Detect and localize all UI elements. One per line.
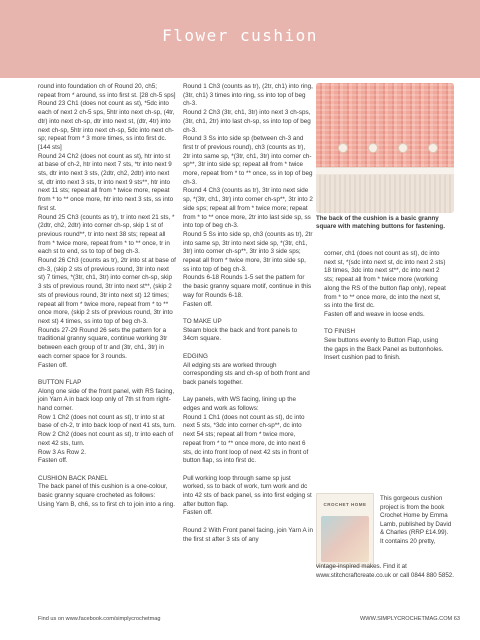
- button-icon: [368, 143, 378, 153]
- pattern-column-1: round into foundation ch of Round 20, ch5; repeat from * around, ss into first st. [28 ch-5 sps] Round 23 Ch1 (does not count as st), *5dc into each of next 2 ch-5 sps, 5htr into next ch-sp, (4tr, dtr) into next ch-sp, dtr into next st, (dtr, 4tr) into next ch-sp, 5htr into next ch-sp, 5dc into next ch-sp; repeat from * 3 more times, ss into first dc. [144 sts] Round 24 Ch2 (does not count as st), htr into st at base of ch-2, htr into next 7 sts, *tr into next 9 sts, dtr into next 3 sts, (2dtr, ch2, 2dtr) into next st, dtr into next 3 sts, tr into next 9 sts**, htr into next 11 sts; repeat all from * twice more, repeat from * to ** once more, htr into next 3 sts, ss into first st. Round 25 Ch3 (counts as tr), tr into next 21 sts, *(2dtr, ch2, 2dtr) into corner ch-sp, skip 1 st of previous round**, tr into next 38 sts; repeat all from * twice more, repeat from * to ** once, tr in each st to end, ss to top of beg ch-3. Round 26 Ch3 (counts as tr), 2tr into st at base of ch-3, (skip 2 sts of previous round, 3tr into next st) 7 times, *(3tr, ch1, 3tr) into corner ch-sp, skip 3 sts of previous round, 3tr into next st**, (skip 2 sts of previous round, 3tr into next st) 12 times; repeat all from * twice more, repeat from * to ** once more, (skip 2 sts of previous round, 3tr into next st) 4 times, ss into top of beg ch-3. Rounds 27-29 Round 26 sets the pattern for a traditional granny square, continue working 3tr between each group of tr and (3tr, ch1, 3tr) in each corner space for 3 rounds. Fasten off. BUTTON FLAP Along one side of the front panel, with RS facing, join Yarn A in back loop only of 7th st from right-hand corner. Row 1 Ch2 (does not count as st), tr into st at base of ch-2, tr into back loop of next 41 sts, turn. Row 2 Ch2 (does not count as st), tr into each of next 42 sts, turn. Row 3 As Row 2. Fasten off. CUSHION BACK PANEL The back panel of this cushion is a one-colour, basic granny square crocheted as follows: Using Yarn B, ch6, ss to first ch to join into a ring.: [38, 83, 176, 508]
- pattern-column-2: Round 1 Ch3 (counts as tr), (2tr, ch1) into ring, (3tr, ch1) 3 times into ring, ss into top of beg ch-3. Round 2 Ch3 (3tr, ch1, 3tr) into next 3 ch-sps, (3tr, ch1, 2tr) into last ch-sp, ss into top of beg ch-3. Round 3 Ss into side sp (between ch-3 and first tr of previous round), ch3 (counts as tr), 2tr into same sp, *(3tr, ch1, 3tr) into corner ch-sp**, 3tr into side sp; repeat all from * twice more, repeat from * to ** once, ss in top of beg ch-3. Round 4 Ch3 (counts as tr), 3tr into next side sp, *(3tr, ch1, 3tr) into corner ch-sp**, 3tr into 2 side sps; repeat all from * twice more; repeat from * to ** once more, 2tr into last side sp, ss into top of beg ch-3. Round 5 Ss into side sp, ch3 (counts as tr), 2tr into same sp, 3tr into next side sp, *(3tr, ch1, 3tr) into corner ch-sp**, 3tr into 3 side sps; repeat all from * twice more, 3tr into side sp, ss into top of beg ch-3. Rounds 6-18 Rounds 1-5 set the pattern for the basic granny square motif, continue in this way for Rounds 6-18. Fasten off. TO MAKE UP Steam block the back and front panels to 34cm square. EDGING All edging sts are worked through corresponding sts and ch-sp of both front and back panels together. Lay panels, with WS facing, lining up the edges and work as follows: Round 1 Ch1 (does not count as st), dc into next 5 sts, *3dc into corner ch-sp**, dc into next 54 sts; repeat all from * twice more, repeat from * to ** once more, dc into next 6 sts, dc into front loop of next 42 sts in front of button flap, ss into first dc. Pull working loop through same sp just worked, ss to back of work, turn work and dc into 42 sts of back panel, ss into first edging st after button flap. Fasten off. Round 2 With Front panel facing, join Yarn A in the first st after 3 sts of any: [183, 83, 313, 543]
- footer-facebook-link[interactable]: Find us on www.facebook.com/simplycrochetmag: [38, 616, 161, 622]
- page-title: Flower cushion: [162, 26, 318, 45]
- page-header: [0, 0, 480, 78]
- book-cover-image: [316, 493, 374, 567]
- footer-website-page-number[interactable]: WWW.SIMPLYCROCHETMAG.COM 63: [360, 616, 460, 622]
- pattern-column-3: corner, ch1 (does not count as st), dc into next st, *(sdc into next st, dc into next 2 sts) 18 times, 3dc into next st**, dc into next 2 sts; repeat all from * twice more (working along the RS of the button flap only), repeat from * to ** once more, dc into the next st, ss into the first dc. Fasten off and weave in loose ends. TO FINISH Sew buttons evenly to Button Flap, using the gaps in the Back Panel as buttonholes. Insert cushion pad to finish.: [324, 250, 446, 362]
- photo-caption: The back of the cushion is a basic granny square with matching buttons for fastening.: [316, 215, 445, 231]
- book-cover-photo: [321, 516, 369, 562]
- button-icon: [428, 143, 438, 153]
- book-cover-title: CROCHET HOME: [323, 502, 367, 507]
- cushion-photo: [316, 83, 454, 213]
- book-caption: This gorgeous cushion project is from the book Crochet Home by Emma Lamb, published by David & Charles (RRP £14.99). It contains 20 pretty,: [380, 495, 452, 545]
- button-icon: [338, 143, 348, 153]
- button-icon: [398, 143, 408, 153]
- cushion-back-panel: [316, 175, 454, 213]
- cushion-edge: [316, 167, 454, 174]
- knit-texture-overlay: [316, 83, 454, 171]
- book-caption-continued: vintage-inspired makes. Find it at www.stitchcraftcreate.co.uk or call 0844 880 5852.: [316, 563, 454, 579]
